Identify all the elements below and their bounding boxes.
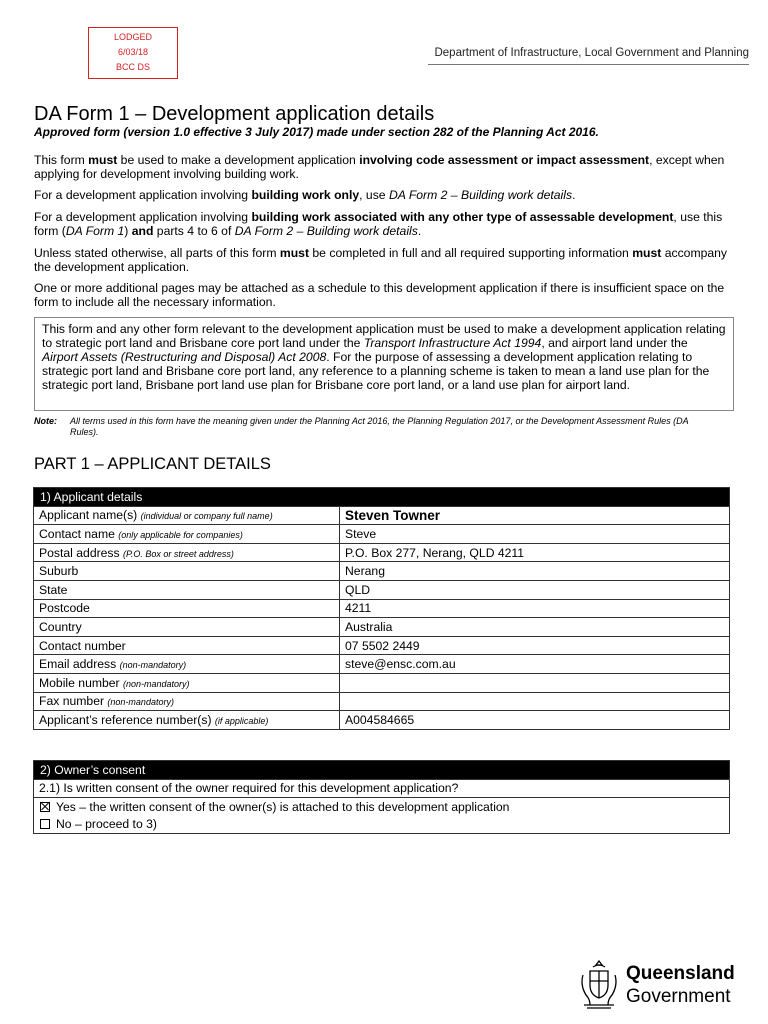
stamp-line-2: 6/03/18 bbox=[117, 47, 149, 57]
table-row: Applicant’s reference number(s) (if applicable) A004584665 bbox=[34, 711, 730, 730]
paragraph-2: For a development application involving building work only, use DA Form 2 – Building work details. bbox=[34, 188, 576, 202]
paragraph-5: One or more additional pages may be attached as a schedule to this development application if there is insufficient space on the form to include all the necessary information. bbox=[34, 281, 725, 309]
note-text: All terms used in this form have the meaning given under the Planning Act 2016, the Planning Regulation 2017, or the Development Assessment Rules (DA Rules). bbox=[70, 416, 689, 437]
applicant-name-field[interactable]: Steven Towner bbox=[340, 506, 730, 525]
country-field[interactable]: Australia bbox=[340, 618, 730, 637]
lodged-stamp bbox=[88, 27, 178, 79]
contact-number-field[interactable]: 07 5502 2449 bbox=[340, 636, 730, 655]
table-row: Contact number 07 5502 2449 bbox=[34, 636, 730, 655]
mobile-number-field[interactable] bbox=[340, 673, 730, 692]
table-row: State QLD bbox=[34, 580, 730, 599]
paragraph-4: Unless stated otherwise, all parts of this form must be completed in full and all required supporting information must accompany the development application. bbox=[34, 246, 728, 274]
applicant-details-table bbox=[33, 487, 730, 730]
table-row: Email address (non-mandatory) steve@ensc.com.au bbox=[34, 655, 730, 674]
consent-no-option[interactable]: No – proceed to 3) bbox=[39, 816, 724, 833]
page-title: DA Form 1 – Development application details bbox=[34, 103, 435, 125]
table-row: Mobile number (non-mandatory) bbox=[34, 673, 730, 692]
applicant-details-header: 1) Applicant details bbox=[34, 488, 730, 507]
fax-number-field[interactable] bbox=[340, 692, 730, 711]
unchecked-checkbox-icon[interactable] bbox=[40, 819, 50, 829]
postcode-field[interactable]: 4211 bbox=[340, 599, 730, 618]
table-row: Applicant name(s) (individual or company full name) Steven Towner bbox=[34, 506, 730, 525]
owners-consent-table bbox=[33, 760, 730, 834]
table-row: Suburb Nerang bbox=[34, 562, 730, 581]
consent-question: 2.1) Is written consent of the owner required for this development application? bbox=[34, 779, 730, 798]
postal-address-field[interactable]: P.O. Box 277, Nerang, QLD 4211 bbox=[340, 543, 730, 562]
email-address-field[interactable]: steve@ensc.com.au bbox=[340, 655, 730, 674]
suburb-field[interactable]: Nerang bbox=[340, 562, 730, 581]
table-row: Postal address (P.O. Box or street address) P.O. Box 277, Nerang, QLD 4211 bbox=[34, 543, 730, 562]
state-field[interactable]: QLD bbox=[340, 580, 730, 599]
table-row: Contact name (only applicable for companies) Steve bbox=[34, 525, 730, 544]
paragraph-1: This form must be used to make a development application involving code assessment or impact assessment, except when applying for development involving building work. bbox=[34, 153, 725, 181]
port-land-notice-box: This form and any other form relevant to the development application must be used to make a development application relating to strategic port land and Brisbane core port land under the Transport Infrastructure Act 1994, and airport land under the Airport Assets (Restructuring and Disposal) Act 2008. For the purpose of assessing a development application relating to strategic port land and Brisbane core port land, any reference to a planning scheme is taken to mean a land use plan for the strategic port land, Brisbane port land use plan for Brisbane core port land, or a land use plan for airport land. bbox=[34, 317, 734, 411]
stamp-line-3: BCC DS bbox=[115, 62, 150, 72]
contact-name-field[interactable]: Steve bbox=[340, 525, 730, 544]
part-1-heading: PART 1 – APPLICANT DETAILS bbox=[34, 455, 271, 473]
brand-government: Government bbox=[626, 986, 731, 1007]
table-row: Country Australia bbox=[34, 618, 730, 637]
table-row: Postcode 4211 bbox=[34, 599, 730, 618]
department-name: Department of Infrastructure, Local Government and Planning bbox=[434, 47, 749, 59]
brand-queensland: Queensland bbox=[626, 963, 735, 984]
paragraph-3: For a development application involving building work associated with any other type of assessable development, use this form (DA Form 1) and parts 4 to 6 of DA Form 2 – Building work details. bbox=[34, 210, 723, 238]
owners-consent-header: 2) Owner’s consent bbox=[34, 761, 730, 780]
checked-checkbox-icon[interactable] bbox=[40, 802, 50, 812]
reference-number-field[interactable]: A004584665 bbox=[340, 711, 730, 730]
queensland-coat-of-arms-icon bbox=[578, 957, 620, 1011]
header-rule bbox=[428, 64, 749, 65]
table-row: Fax number (non-mandatory) bbox=[34, 692, 730, 711]
stamp-line-1: LODGED bbox=[113, 32, 152, 42]
consent-options bbox=[34, 798, 730, 834]
note-label: Note: bbox=[34, 416, 57, 426]
consent-yes-option[interactable]: Yes – the written consent of the owner(s) is attached to this development application bbox=[39, 799, 724, 816]
page-subtitle: Approved form (version 1.0 effective 3 July 2017) made under section 282 of the Planning Act 2016. bbox=[34, 125, 599, 139]
